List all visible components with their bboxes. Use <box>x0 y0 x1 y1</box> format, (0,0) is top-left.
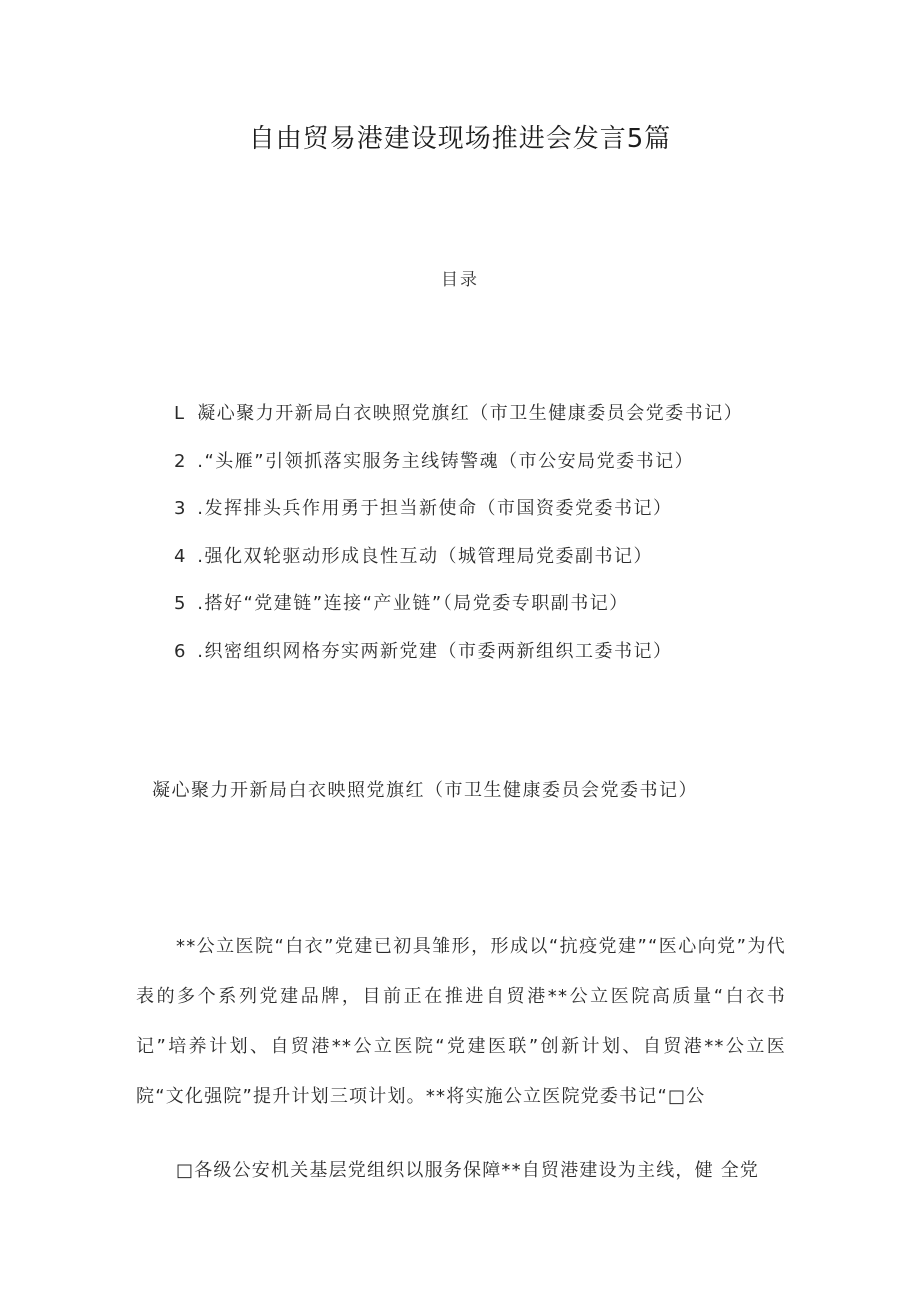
table-of-contents <box>174 400 814 685</box>
toc-item-text: .织密组织网格夯实两新党建（市委两新组织工委书记） <box>197 640 673 662</box>
toc-item <box>174 400 814 448</box>
toc-item-number: 5 <box>174 593 187 614</box>
toc-item <box>174 495 814 543</box>
toc-item <box>174 590 814 638</box>
toc-item-number: 6 <box>174 640 187 662</box>
toc-item <box>174 638 814 686</box>
section-heading: 凝心聚力开新局白衣映照党旗红（市卫生健康委员会党委书记） <box>152 780 698 801</box>
toc-item-text: .“头雁”引领抓落实服务主线铸警魂（市公安局党委书记） <box>197 450 695 472</box>
body-paragraph: □各级公安机关基层党组织以服务保障**自贸港建设为主线，健 全党 <box>176 1160 760 1181</box>
toc-heading: 目录 <box>441 270 479 290</box>
toc-item-number: 2 <box>174 450 187 472</box>
toc-item-number: 3 <box>174 498 187 519</box>
toc-item-text: .发挥排头兵作用勇于担当新使命（市国资委党委书记） <box>197 498 673 519</box>
toc-item-number: 4 <box>174 545 187 567</box>
toc-item-text: .搭好“党建链”连接“产业链”（局党委专职副书记） <box>197 593 629 614</box>
toc-item <box>174 543 814 591</box>
body-paragraph: **公立医院“白衣”党建已初具雏形，形成以“抗疫党建”“医心向党”为代表的多个系列党建品牌，目前正在推进自贸港**公立医院高质量“白衣书记”培养计划、自贸港**公立医院“党建医联”创新计划、自贸港**公立医院“文化强院”提升计划三项计划。**将实施公立医院党委书记“□公 <box>136 936 787 1107</box>
toc-item-number: L <box>174 403 186 424</box>
document-title: 自由贸易港建设现场推进会发言5篇 <box>248 124 672 154</box>
toc-item <box>174 448 814 496</box>
toc-item-text: 凝心聚力开新局白衣映照党旗红（市卫生健康委员会党委书记） <box>197 403 744 424</box>
toc-item-text: .强化双轮驱动形成良性互动（城管理局党委副书记） <box>197 545 653 567</box>
